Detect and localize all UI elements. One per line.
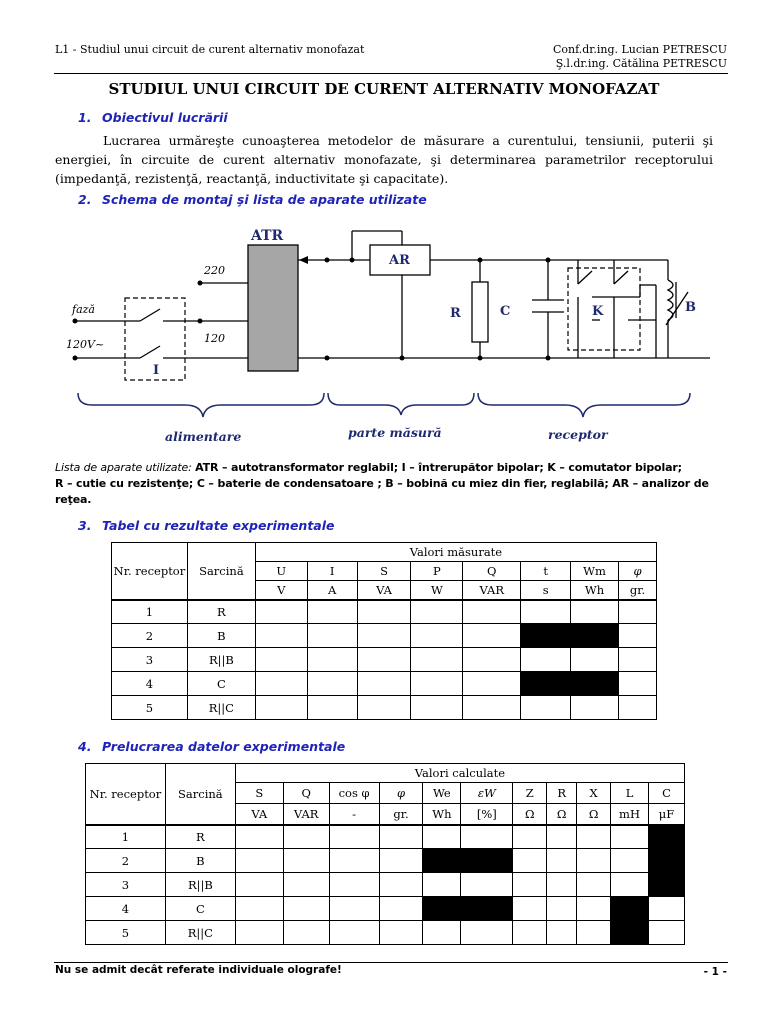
- t1-col: S: [357, 562, 411, 581]
- t1-unit: W: [411, 581, 463, 600]
- section-1-text: [55, 131, 713, 188]
- t1-unit: VA: [357, 581, 411, 600]
- t2-col: S: [235, 783, 283, 804]
- t2-col: X: [577, 783, 611, 804]
- header-right-line2: Ş.l.dr.ing. Cătălina PETRESCU: [555, 57, 727, 70]
- t1-unit: s: [521, 581, 571, 600]
- t1-col: t: [521, 562, 571, 581]
- t2-header-sarcina: Sarcină: [165, 764, 235, 825]
- table-row: [112, 600, 657, 624]
- t2-col: We: [423, 783, 461, 804]
- t2-row-sarcina: R||B: [165, 873, 235, 897]
- t2-unit: -: [329, 804, 379, 825]
- equipment-line3: reţea.: [55, 493, 92, 506]
- t2-row-sarcina: C: [165, 897, 235, 921]
- t2-row-sarcina: R: [165, 825, 235, 849]
- t2-col: C: [648, 783, 684, 804]
- table-row: [86, 897, 685, 921]
- t1-col: I: [307, 562, 357, 581]
- table-row: [112, 624, 657, 648]
- table-row: [112, 696, 657, 720]
- t1-header-group: Valori măsurate: [255, 543, 656, 562]
- section-1-text-line1: Lucrarea urmăreşte cunoaşterea metodelor de măsurare a curentului, tensiunii, puterii şi: [103, 133, 713, 148]
- t2-row-nr: 3: [86, 873, 166, 897]
- section-4-num: 4.: [78, 739, 92, 754]
- t1-row-sarcina: B: [187, 624, 255, 648]
- t2-unit: Wh: [423, 804, 461, 825]
- t1-header-nr: Nr. receptor: [112, 543, 188, 600]
- table-row: [86, 873, 685, 897]
- t1-unit: VAR: [463, 581, 521, 600]
- t2-unit: Ω: [577, 804, 611, 825]
- section-1-text-rest: energiei, în circuite de curent alternativ monofazate, şi determinarea parametrilor receptorului (impedanţă, rezistenţă, reactanţă, inductivitate şi capacitate).: [55, 152, 713, 186]
- label-120v: 120V~: [66, 338, 105, 351]
- page-number: - 1 -: [703, 966, 727, 978]
- t1-unit: Wh: [571, 581, 619, 600]
- label-alimentare: alimentare: [165, 429, 242, 444]
- label-i: I: [153, 363, 160, 378]
- section-1-num: 1.: [78, 110, 92, 125]
- t2-unit: mH: [611, 804, 649, 825]
- label-b: B: [685, 300, 696, 315]
- footer-note: Nu se admit decât referate individuale olografe!: [55, 964, 342, 976]
- equipment-line1: ATR – autotransformator reglabil; I – întrerupător bipolar; K – comutator bipolar;: [195, 461, 682, 474]
- label-ar: AR: [389, 253, 410, 268]
- table-row: [112, 648, 657, 672]
- t1-col: Wm: [571, 562, 619, 581]
- t2-unit: VAR: [283, 804, 329, 825]
- table-calculated: [85, 763, 685, 945]
- t1-row-sarcina: R||B: [187, 648, 255, 672]
- t2-unit: Ω: [547, 804, 577, 825]
- circuit-diagram: [0, 215, 768, 455]
- t2-col: Q: [283, 783, 329, 804]
- t1-row-sarcina: R: [187, 600, 255, 624]
- t1-row-nr: 3: [112, 648, 188, 672]
- section-4-heading: 4. Prelucrarea datelor experimentale: [78, 739, 346, 754]
- section-3-num: 3.: [78, 518, 92, 533]
- t2-row-sarcina: B: [165, 849, 235, 873]
- table-measured: [111, 542, 657, 720]
- t1-row-nr: 4: [112, 672, 188, 696]
- section-1-heading: 1. Obiectivul lucrării: [78, 110, 228, 125]
- label-r: R: [450, 306, 461, 321]
- t2-unit: Ω: [513, 804, 547, 825]
- equipment-intro: Lista de aparate utilizate: [55, 461, 189, 474]
- t2-col: R: [547, 783, 577, 804]
- section-2-num: 2.: [78, 192, 92, 207]
- t2-header-nr: Nr. receptor: [86, 764, 166, 825]
- table-row: [86, 921, 685, 945]
- table-row: [86, 849, 685, 873]
- label-220: 220: [204, 264, 225, 277]
- t2-row-sarcina: R||C: [165, 921, 235, 945]
- t2-header-group: Valori calculate: [235, 764, 684, 783]
- t2-row-nr: 1: [86, 825, 166, 849]
- equipment-list: Lista de aparate utilizate: ATR – autotransformator reglabil; I – întrerupător bipolar; K – comutator bipolar; R – cutie cu rezistenţe; C – baterie de condensatoare ; B – bobină cu miez din fier, reglabilă; AR – analizor de reţea.: [55, 461, 709, 506]
- label-120: 120: [204, 332, 225, 345]
- t1-row-sarcina: R||C: [187, 696, 255, 720]
- header-left: L1 - Studiul unui circuit de curent alternativ monofazat: [55, 43, 365, 56]
- t2-unit: [%]: [461, 804, 513, 825]
- label-receptor: receptor: [548, 427, 608, 442]
- t2-col: cos φ: [329, 783, 379, 804]
- t2-col: Z: [513, 783, 547, 804]
- equipment-line2: R – cutie cu rezistenţe; C – baterie de condensatoare ; B – bobină cu miez din fier, reglabilă; AR – analizor de: [55, 477, 709, 490]
- t1-col: P: [411, 562, 463, 581]
- label-c: C: [500, 304, 511, 319]
- t2-unit: gr.: [379, 804, 423, 825]
- t2-col: φ: [379, 783, 423, 804]
- table-row: [112, 672, 657, 696]
- header-right-line1: Conf.dr.ing. Lucian PETRESCU: [552, 43, 727, 56]
- t1-col: φ: [619, 562, 657, 581]
- label-atr: ATR: [251, 228, 284, 244]
- page-title: STUDIUL UNUI CIRCUIT DE CURENT ALTERNATIV MONOFAZAT: [108, 80, 660, 98]
- t1-row-nr: 2: [112, 624, 188, 648]
- t1-row-sarcina: C: [187, 672, 255, 696]
- header-rule: [54, 73, 728, 74]
- t1-row-nr: 5: [112, 696, 188, 720]
- t2-row-nr: 2: [86, 849, 166, 873]
- t1-row-nr: 1: [112, 600, 188, 624]
- t2-unit: μF: [648, 804, 684, 825]
- section-2-heading: 2. Schema de montaj şi lista de aparate utilizate: [78, 192, 427, 207]
- footer-rule: [54, 962, 728, 963]
- t1-unit: V: [255, 581, 307, 600]
- t1-unit: gr.: [619, 581, 657, 600]
- table-row: [86, 825, 685, 849]
- t1-header-sarcina: Sarcină: [187, 543, 255, 600]
- section-3-heading: 3. Tabel cu rezultate experimentale: [78, 518, 335, 533]
- t2-row-nr: 5: [86, 921, 166, 945]
- label-faza: fază: [72, 303, 95, 316]
- t1-unit: A: [307, 581, 357, 600]
- label-k: K: [592, 304, 604, 319]
- t1-col: U: [255, 562, 307, 581]
- t2-col: L: [611, 783, 649, 804]
- label-parte-masura: parte măsură: [348, 425, 442, 440]
- t2-unit: VA: [235, 804, 283, 825]
- t1-col: Q: [463, 562, 521, 581]
- t2-col: εW: [461, 783, 513, 804]
- t2-row-nr: 4: [86, 897, 166, 921]
